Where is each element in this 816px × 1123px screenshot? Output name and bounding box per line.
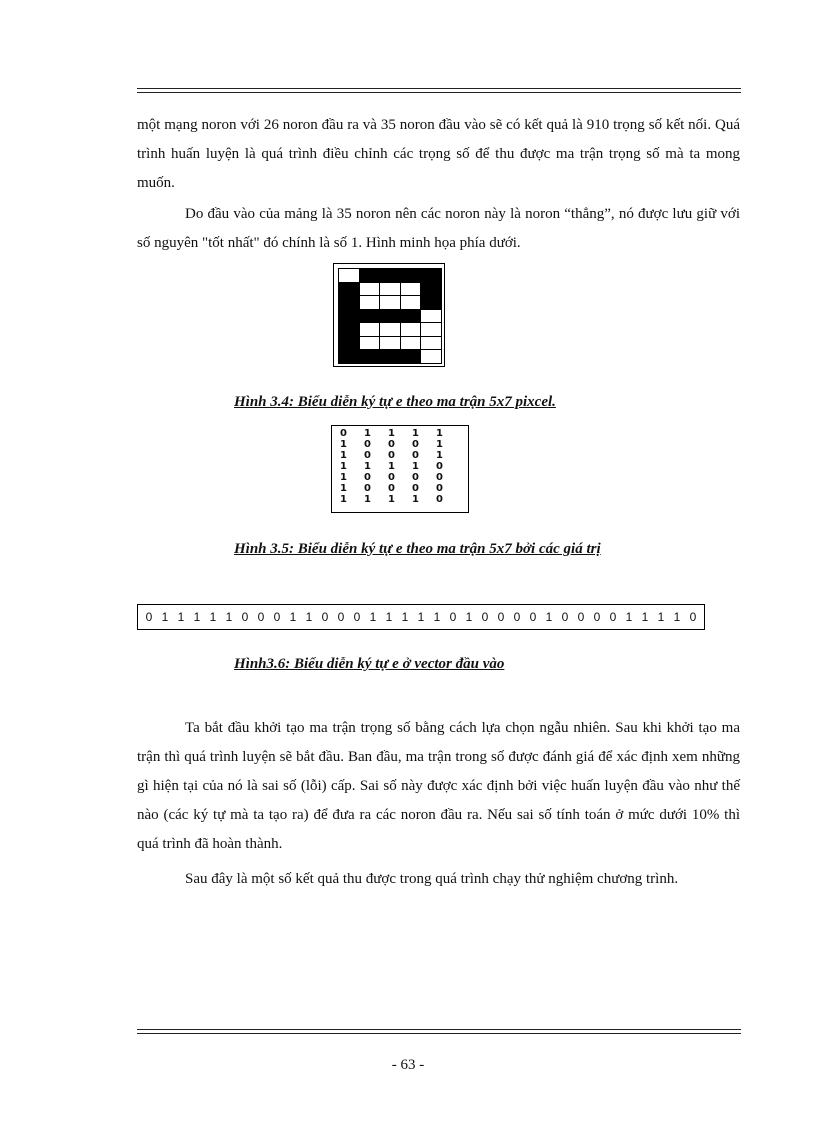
pixel-cell [401, 323, 421, 336]
body-paragraph: một mạng noron với 26 noron đầu ra và 35 noron đầu vào sẽ có kết quả là 910 trọng số kết nối. Quá trình huấn luyện là quá trình điều chỉnh các trọng số để thu được ma trận trọng số mà ta mong muốn. [137, 117, 740, 191]
vector-value: 0 [593, 610, 601, 624]
vector-value: 1 [433, 610, 441, 624]
pixel-grid [338, 268, 442, 364]
pixel-cell [380, 283, 400, 296]
pixel-cell [360, 337, 380, 350]
pixel-cell [421, 310, 441, 323]
matrix-value: 0 [412, 450, 419, 461]
vector-value: 0 [529, 610, 537, 624]
vector-value: 1 [177, 610, 185, 624]
matrix-value: 0 [412, 472, 419, 483]
vector-cells [138, 610, 701, 624]
matrix-value: 1 [436, 450, 443, 461]
pixel-cell [360, 350, 380, 363]
matrix-value: 0 [388, 439, 395, 450]
body-paragraph: Sau đây là một số kết quả thu được trong quá trình chạy thử nghiệm chương trình. [185, 871, 679, 887]
vector-value: 1 [193, 610, 201, 624]
vector-value: 1 [369, 610, 377, 624]
vector-value: 0 [273, 610, 281, 624]
matrix-value: 1 [340, 483, 347, 494]
vector-value: 1 [625, 610, 633, 624]
matrix-value: 1 [436, 428, 443, 439]
matrix-value: 1 [364, 428, 371, 439]
body-paragraph: Do đầu vào của mảng là 35 noron nên các noron này là noron “thẳng”, nó được lưu giữ với số nguyên "tốt nhất" đó chính là số 1. Hình minh họa phía dưới. [137, 206, 740, 251]
vector-value: 0 [609, 610, 617, 624]
vector-value: 0 [449, 610, 457, 624]
matrix-value: 0 [436, 461, 443, 472]
pixel-cell [339, 283, 359, 296]
matrix-value: 1 [388, 461, 395, 472]
pixel-cell [421, 283, 441, 296]
header-rule [137, 88, 741, 93]
pixel-cell [339, 296, 359, 309]
pixel-matrix-figure [333, 263, 445, 367]
matrix-value: 1 [364, 494, 371, 505]
pixel-cell [401, 296, 421, 309]
pixel-cell [421, 296, 441, 309]
pixel-cell [380, 296, 400, 309]
matrix-value: 1 [388, 494, 395, 505]
matrix-value: 1 [412, 428, 419, 439]
vector-value: 0 [561, 610, 569, 624]
matrix-value: 0 [388, 450, 395, 461]
figure-caption: Hình 3.5: Biểu diễn ký tự e theo ma trận 5x7 bởi các giá trị [234, 541, 601, 557]
pixel-cell [401, 350, 421, 363]
pixel-cell [339, 323, 359, 336]
page-number: - 63 - [391, 1057, 425, 1073]
pixel-cell [421, 323, 441, 336]
matrix-value: 1 [340, 461, 347, 472]
matrix-value: 1 [412, 494, 419, 505]
pixel-cell [421, 269, 441, 282]
vector-value: 1 [545, 610, 553, 624]
figure-caption: Hình 3.4: Biểu diễn ký tự e theo ma trận 5x7 pixcel. [234, 394, 556, 410]
matrix-value: 1 [340, 450, 347, 461]
vector-value: 1 [641, 610, 649, 624]
matrix-value: 0 [364, 472, 371, 483]
vector-value: 0 [353, 610, 361, 624]
vector-value: 1 [657, 610, 665, 624]
vector-value: 0 [321, 610, 329, 624]
matrix-value: 0 [364, 483, 371, 494]
matrix-value: 0 [364, 450, 371, 461]
matrix-value: 1 [436, 439, 443, 450]
pixel-cell [339, 269, 359, 282]
matrix-value: 0 [436, 472, 443, 483]
vector-value: 0 [241, 610, 249, 624]
pixel-cell [401, 269, 421, 282]
body-paragraph: Ta bắt đầu khởi tạo ma trận trọng số bằng cách lựa chọn ngẫu nhiên. Sau khi khởi tạo ma trận thì quá trình luyện sẽ bắt đầu. Ban đầu, ma trận trong số được đánh giá để xác định xem những gì hiện tại của nó là sai số (lỗi) cấp. Sai số này được xác định bởi việc huấn luyện đầu vào như thế nào (các ký tự mà ta tạo ra) để đưa ra các noron đầu ra. Nếu sai số tính toán ở mức dưới 10% thì quá trình đã hoàn thành. [137, 720, 740, 852]
vector-value: 1 [305, 610, 313, 624]
vector-value: 0 [257, 610, 265, 624]
vector-value: 1 [465, 610, 473, 624]
pixel-cell [421, 350, 441, 363]
pixel-cell [360, 283, 380, 296]
vector-value: 1 [417, 610, 425, 624]
matrix-value: 1 [388, 428, 395, 439]
vector-value: 1 [209, 610, 217, 624]
pixel-cell [380, 337, 400, 350]
pixel-cell [339, 310, 359, 323]
matrix-value: 0 [436, 494, 443, 505]
pixel-cell [421, 337, 441, 350]
matrix-value: 1 [340, 439, 347, 450]
pixel-cell [380, 310, 400, 323]
input-vector-figure [137, 604, 705, 630]
vector-value: 0 [577, 610, 585, 624]
pixel-cell [401, 283, 421, 296]
pixel-cell [339, 337, 359, 350]
pixel-cell [380, 323, 400, 336]
pixel-cell [339, 350, 359, 363]
vector-value: 0 [337, 610, 345, 624]
matrix-value: 0 [388, 472, 395, 483]
matrix-value: 0 [388, 483, 395, 494]
matrix-value: 0 [412, 483, 419, 494]
pixel-cell [360, 323, 380, 336]
pixel-cell [401, 337, 421, 350]
vector-value: 1 [289, 610, 297, 624]
pixel-cell [360, 269, 380, 282]
vector-value: 0 [689, 610, 697, 624]
vector-value: 0 [145, 610, 153, 624]
matrix-value: 0 [436, 483, 443, 494]
pixel-cell [380, 269, 400, 282]
vector-value: 0 [513, 610, 521, 624]
matrix-value: 0 [412, 439, 419, 450]
vector-value: 1 [385, 610, 393, 624]
matrix-value: 1 [364, 461, 371, 472]
matrix-value: 0 [364, 439, 371, 450]
pixel-cell [401, 310, 421, 323]
value-grid [340, 428, 460, 505]
vector-value: 1 [161, 610, 169, 624]
pixel-cell [360, 310, 380, 323]
footer-rule [137, 1029, 741, 1034]
matrix-value: 1 [340, 494, 347, 505]
figure-caption: Hình3.6: Biểu diễn ký tự e ở vector đầu vào [234, 656, 505, 672]
vector-value: 1 [673, 610, 681, 624]
matrix-value: 0 [340, 428, 347, 439]
pixel-cell [380, 350, 400, 363]
vector-value: 0 [481, 610, 489, 624]
matrix-value: 1 [340, 472, 347, 483]
vector-value: 0 [497, 610, 505, 624]
vector-value: 1 [225, 610, 233, 624]
pixel-cell [360, 296, 380, 309]
value-matrix-figure [331, 425, 469, 513]
matrix-value: 1 [412, 461, 419, 472]
vector-value: 1 [401, 610, 409, 624]
